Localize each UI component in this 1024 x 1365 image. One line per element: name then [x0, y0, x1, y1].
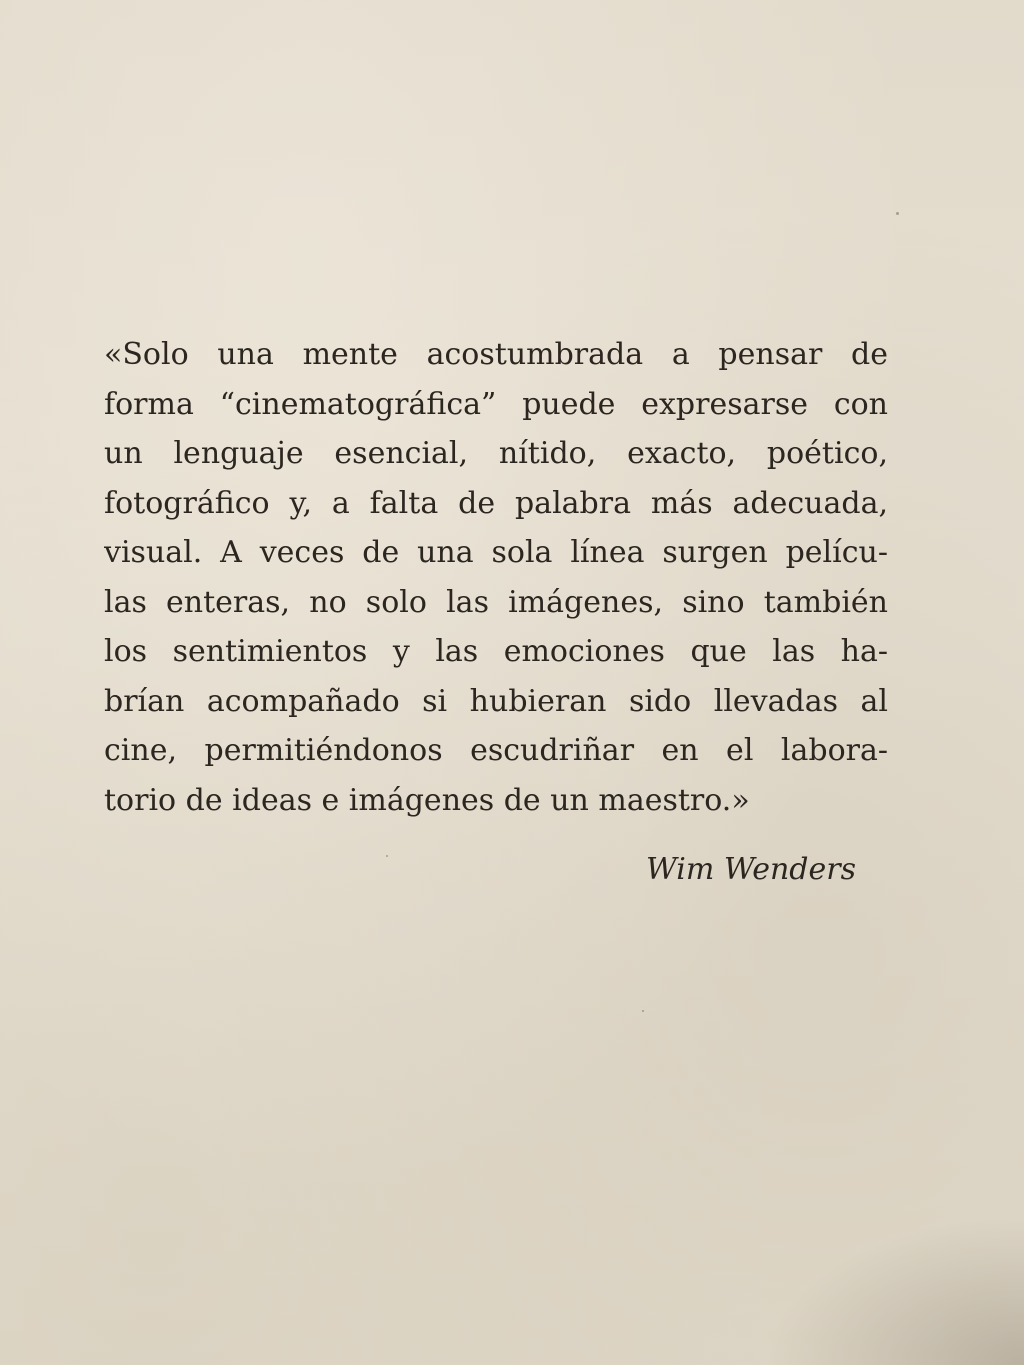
quote-line: fotográfico y, a falta de palabra más adecuada, — [104, 485, 888, 521]
page-shadow — [764, 1215, 1024, 1365]
paper-speck — [386, 855, 388, 857]
quote-line: cine, permitiéndonos escudriñar en el labora- — [104, 733, 888, 768]
quote-line: torio de ideas e imágenes de un maestro.» — [104, 782, 750, 818]
quote-line: forma “cinematográfica” puede expresarse con — [104, 386, 888, 422]
quote-author: Wim Wenders — [645, 852, 856, 887]
quote-line: brían acompañado si hubieran sido llevadas al — [104, 683, 888, 719]
quote-block — [104, 330, 888, 825]
quote-line: «Solo una mente acostumbrada a pensar de — [104, 337, 888, 372]
paper-speck — [642, 1010, 644, 1012]
quote-line: los sentimientos y las emociones que las ha- — [104, 634, 888, 669]
paper-speck — [896, 212, 899, 215]
quote-line: visual. A veces de una sola línea surgen pelícu- — [104, 535, 888, 570]
quote-line: las enteras, no solo las imágenes, sino también — [104, 584, 888, 620]
quote-line: un lenguaje esencial, nítido, exacto, poético, — [104, 436, 888, 471]
